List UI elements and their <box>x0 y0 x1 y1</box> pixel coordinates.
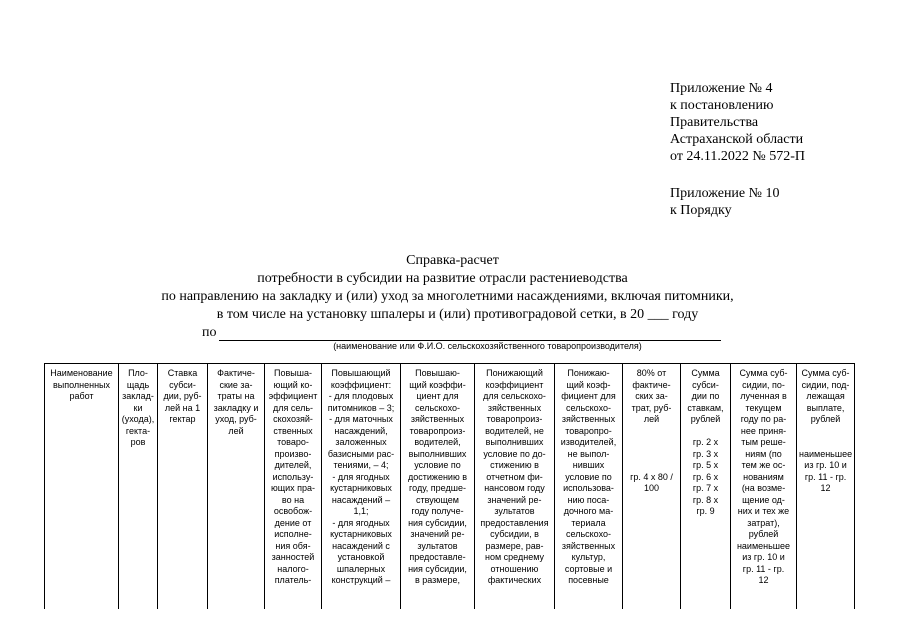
column-header: 80% от фактиче- ских за- трат, руб- лей гр. 4 х 80 / 100 <box>623 364 681 613</box>
calculation-table <box>44 363 855 613</box>
title-line: потребности в субсидии на развитие отрасли растениеводства <box>257 271 628 286</box>
appendix-10-block <box>670 185 780 219</box>
appendix-4-line: Астраханской области <box>670 132 804 147</box>
column-header: Сумма суб- сидии, под- лежащая выплате, рублей наименьшее из гр. 10 и гр. 11 - гр. 12 <box>797 364 855 613</box>
appendix-4-line: Приложение № 4 <box>670 81 773 96</box>
document-title <box>0 252 905 324</box>
column-header: Сумма субси- дии по ставкам, рублей гр. 2 х гр. 3 х гр. 5 х гр. 6 х гр. 7 х гр. 8 х гр. 9 <box>681 364 731 613</box>
recipient-caption <box>35 341 905 351</box>
column-header: Понижающий коэффициент для сельскохо- зяйственных товаропроиз- водителей, не выполнивших условие по до- стижению в отчетном фи- нансовом году значений ре- зультатов предоставления субсидии, в размере, рав- ном среднему отношению фактических <box>475 364 555 613</box>
column-header: Повышающий коэффициент: - для плодовых питомников – 3; - для маточных насаждений, заложенных базисными рас- тениями, – 4; - для ягодных кустарниковых насаждений – 1,1; - для ягодных кустарниковых насаждений с установкой шпалерных конструкций – <box>322 364 401 613</box>
recipient-caption-text: (наименование или Ф.И.О. сельскохозяйственного товаропроизводителя) <box>333 341 642 351</box>
column-header: Сумма суб- сидии, по- лученная в текущем году по ра- нее приня- тым реше- ниям (по тем же ос- нованиям (на возме- щение од- них и тех же затрат), рублей наименьшее из гр. 10 и гр. 11 - гр. 12 <box>731 364 797 613</box>
column-header: Повыша- ющий ко- эффициент для сель- скохозяй- ственных товаро- произво- дителей, использу- ющих пра- во на освобож- дение от исполне- ния обя- занностей налого- платель- <box>265 364 322 613</box>
column-header: Повышаю- щий коэффи- циент для сельскохо- зяйственных товаропроиз- водителей, выполнивших условие по достижению в году, предше- ствующем году получе- ния субсидии, значений ре- зультатов предоставле- ния субсидии, в размере, <box>401 364 475 613</box>
appendix-4-line: Правительства <box>670 115 759 130</box>
appendix-4-block <box>670 80 805 165</box>
appendix-4-line: от 24.11.2022 № 572-П <box>670 149 806 164</box>
title-line: в том числе на установку шпалеры и (или) противоградовой сетки, в 20 ___ году <box>216 307 699 322</box>
appendix-10-line: к Порядку <box>670 203 732 218</box>
appendix-4-line: к постановлению <box>670 98 774 113</box>
column-header: Пло- щадь заклад- ки (ухода), гекта- ров <box>119 364 158 613</box>
title-line: по направлению на закладку и (или) уход за многолетними насаждениями, включая питомники, <box>161 289 734 304</box>
page-bottom-cutoff <box>0 609 905 640</box>
column-header: Ставка субси- дии, руб- лей на 1 гектар <box>158 364 208 613</box>
column-header: Фактиче- ские за- траты на закладку и уход, руб- лей <box>208 364 265 613</box>
column-header: Наименование выполненных работ <box>45 364 119 613</box>
table-header-row <box>45 364 855 613</box>
column-header: Понижаю- щий коэф- фициент для сельскохо- зяйственных товаропро- изводителей, не выпол- нивших условие по использова- нию поса- дочного ма- териала сельскохо- зяйственных культур, сортовые и посевные <box>555 364 623 613</box>
appendix-10-line: Приложение № 10 <box>670 186 780 201</box>
recipient-prefix: по <box>202 325 217 340</box>
title-line: Справка-расчет <box>406 253 499 268</box>
